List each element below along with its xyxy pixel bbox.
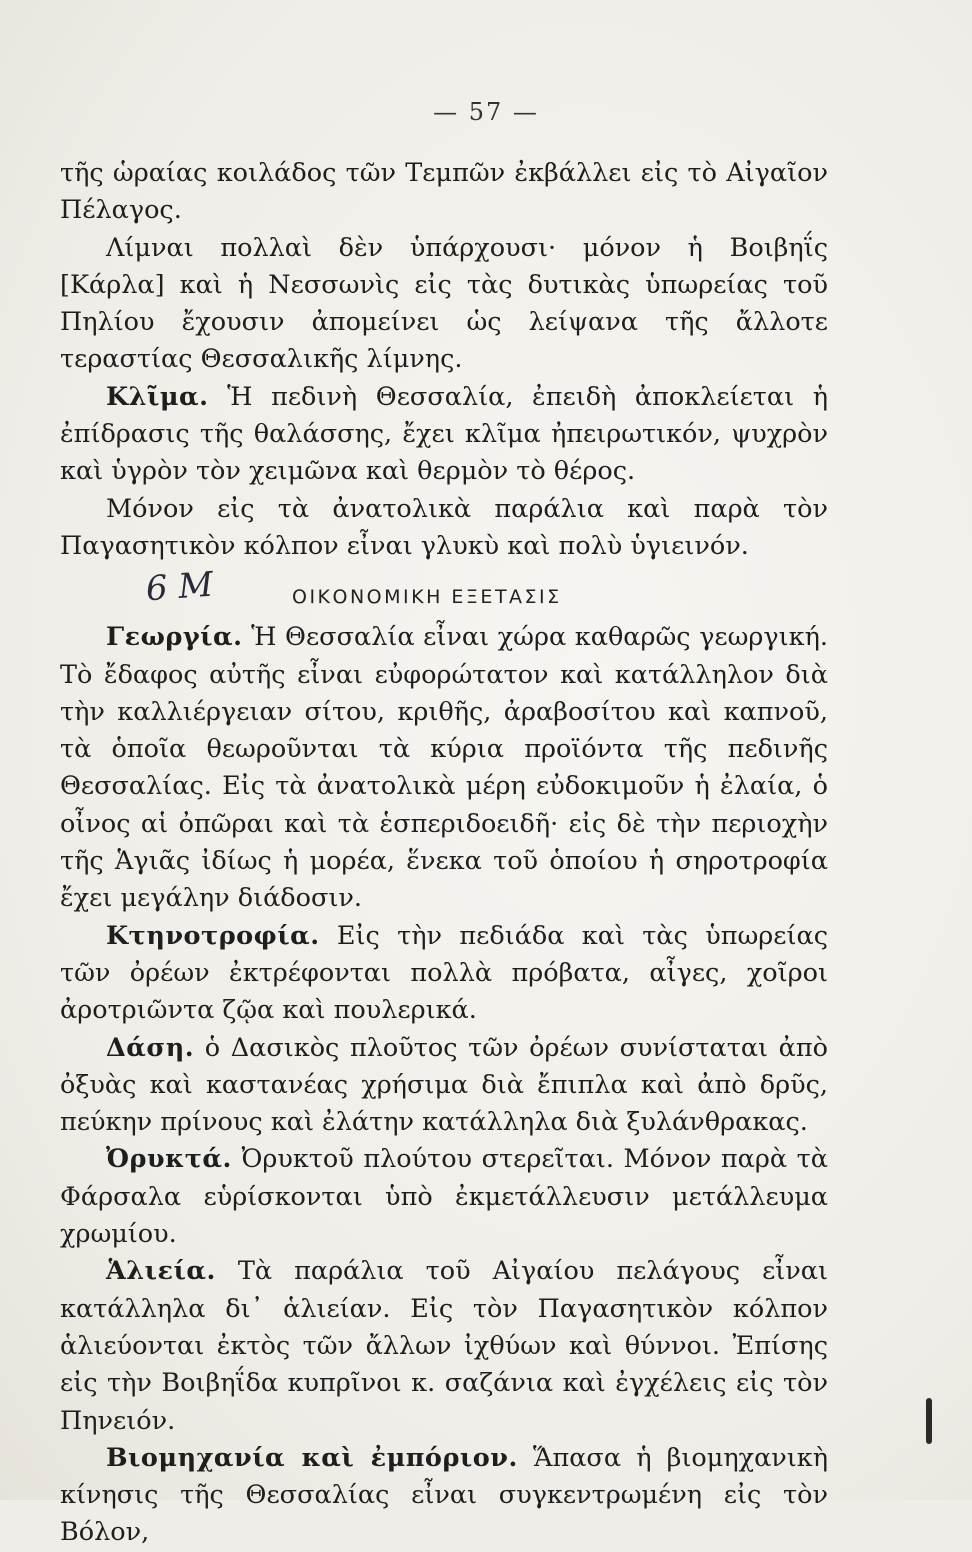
paragraph-livestock [60,918,828,1030]
paragraph-text: Εἰς τὴν πεδιάδα καὶ τὰς ὑπωρείας τῶν ὀρέων ἐκτρέφονται πολλὰ πρόβατα, αἶγες, χοῖροι ἀροτριῶντα ζῷα καὶ πουλερικά. [60,920,828,1026]
paragraph-lead: Ἁλιεία. [106,1256,216,1287]
paragraph-lead: Βιομηχανία καὶ ἐμπόριον. [106,1442,518,1473]
paragraph-text: Τὰ παράλια τοῦ Αἰγαίου πελάγους εἶναι κατάλληλα δι᾽ ἁλιείαν. Εἰς τὸν Παγασητικὸν κόλπον ἁλιεύονται ἐκτὸς τῶν ἄλλων ἰχθύων καὶ θύννοι. Ἐπίσης εἰς τὴν Βοιβηΐδα κυπρῖνοι κ. σαζάνια καὶ ἐγχέλεις εἰς τὸν Πηνειόν. [60,1256,828,1436]
paragraph-lead: Κτηνοτροφία. [106,920,320,951]
body-text [60,155,828,1552]
paragraph-lead: Ὀρυκτά. [106,1144,232,1175]
paragraph-climate [60,379,828,491]
section-heading [60,564,828,617]
paragraph-lead: Γεωργία. [106,622,243,653]
paragraph-text: Ἡ πεδινὴ Θεσσαλία, ἐπειδὴ ἀποκλείεται ἡ ἐπίδρασις τῆς θαλάσσης, ἔχει κλῖμα ἠπειρωτικόν, ψυχρὸν καὶ ὑγρὸν τὸν χειμῶνα καὶ θερμὸν τὸ θέρος. [60,381,828,487]
paragraph-text: Ὀρυκτοῦ πλούτου στερεῖται. Μόνον παρὰ τὰ Φάρσαλα εὑρίσκονται ὑπὸ ἐκμετάλλευσιν μετάλλευμα χρωμίου. [60,1144,828,1250]
paragraph-text: ὁ Δασικὸς πλοῦτος τῶν ὀρέων συνίσταται ἀπὸ ὀξυὰς καὶ καστανέας χρήσιμα διὰ ἔπιπλα καὶ ἀπὸ δρῦς, πεύκην πρίνους καὶ ἐλάτην κατάλληλα διὰ ξυλάνθρακας. [60,1032,828,1138]
paragraph-lead: Δάση. [106,1032,195,1063]
paragraph-industry [60,1440,828,1552]
paragraph-agriculture [60,619,828,917]
paragraph-text: τῆς ὡραίας κοιλάδος τῶν Τεμπῶν ἐκβάλλει εἰς τὸ Αἰγαῖον Πέλαγος. [60,158,828,226]
section-title: ΟΙΚΟΝΟΜΙΚΗ ΕΞΕΤΑΣΙΣ [292,586,562,609]
paragraph-minerals [60,1141,828,1253]
paragraph [60,155,828,230]
paragraph-text: Λίμναι πολλαὶ δὲν ὑπάρχουσι· μόνον ἡ Βοιβηΐς [Κάρλα] καὶ ἡ Νεσσωνὶς εἰς τὰς δυτικὰς ὑπωρείας τοῦ Πηλίου ἔχουσιν ἀπομείνει ὡς λείψανα τῆς ἄλλοτε τεραστίας Θεσσαλικῆς λίμνης. [60,232,828,375]
paragraph-text: Ἅπασα ἡ βιομηχανικὴ κίνησις τῆς Θεσσαλίας εἶναι συγκεντρωμένη εἰς τὸν Βόλον, [60,1442,828,1548]
paragraph [60,230,828,379]
handwritten-note: 6 M [144,564,215,610]
paragraph-text: Μόνον εἰς τὰ ἀνατολικὰ παράλια καὶ παρὰ τὸν Παγασητικὸν κόλπον εἶναι γλυκὺ καὶ πολὺ ὑγιεινόν. [60,493,828,561]
page-number: — 57 — [433,98,539,126]
paragraph-fishing [60,1253,828,1439]
margin-mark [926,1398,932,1444]
paragraph-text: Ἡ Θεσσαλία εἶναι χώρα καθαρῶς γεωργική. Τὸ ἔδαφος αὐτῆς εἶναι εὐφορώτατον καὶ κατάλληλον διὰ τὴν καλλιέργειαν σίτου, κριθῆς, ἀραβοσίτου καὶ καπνοῦ, τὰ ὁποῖα θεωροῦνται τὰ κύρια προϊόντα τῆς πεδινῆς Θεσσαλίας. Εἰς τὰ ἀνατολικὰ μέρη εὐδοκιμοῦν ἡ ἐλαία, ὁ οἶνος αἱ ὀπῶραι καὶ τὰ ἑσπεριδοειδῆ· εἰς δὲ τὴν περιοχὴν τῆς Ἁγιᾶς ἰδίως ἡ μορέα, ἕνεκα τοῦ ὁποίου ἡ σηροτροφία ἔχει μεγάλην διάδοσιν. [60,622,828,914]
paragraph [60,491,828,566]
paragraph-forests [60,1030,828,1142]
paragraph-lead: Κλῖμα. [106,381,209,412]
